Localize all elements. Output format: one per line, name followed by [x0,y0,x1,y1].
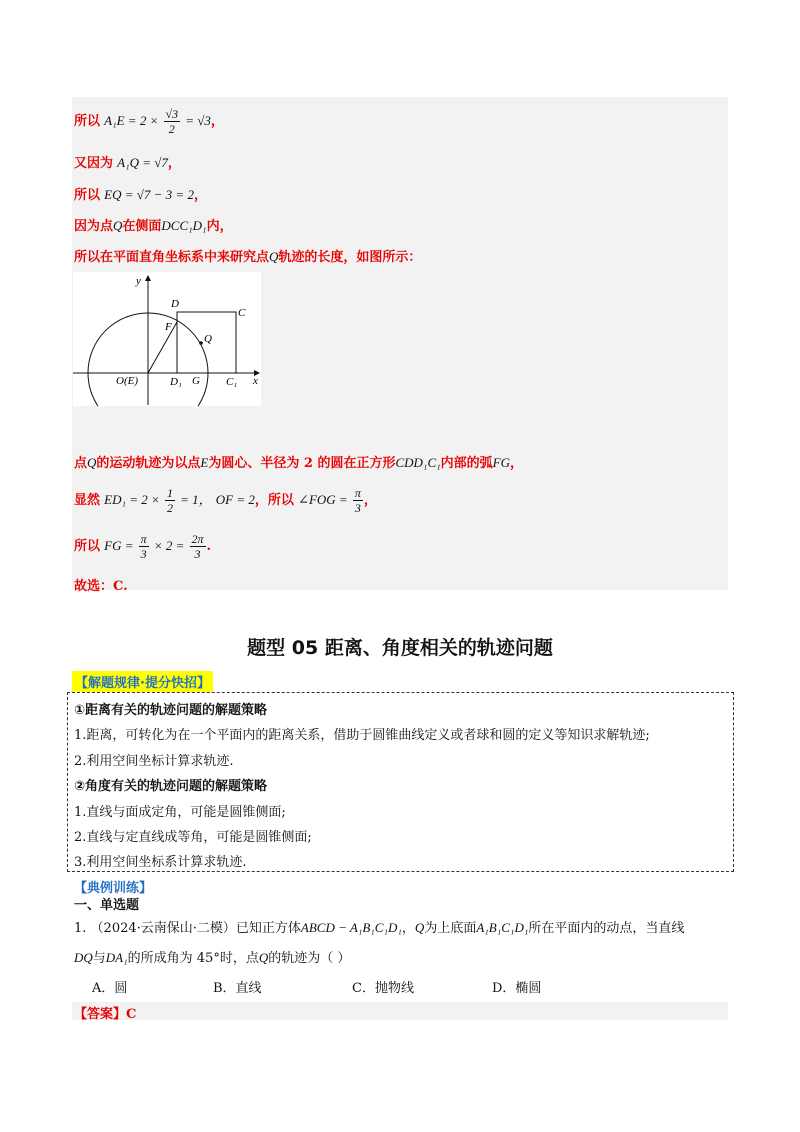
formula: = 1 [180,492,199,507]
solution-line-4 [74,215,233,234]
question-line-2 [74,947,350,966]
text: 的运动轨迹为以点 [96,456,201,471]
text: ，所以 [254,493,294,508]
option-d[interactable]: D．椭圆 [492,981,542,996]
solution-line-9: 故选：C. [74,579,128,594]
coordinate-diagram [73,272,261,406]
strategy-heading-1: ①距离有关的轨迹问题的解题策略 [74,703,268,718]
label-C1: C₁ [226,376,238,388]
text: 在侧面 [122,219,162,234]
formula: × 2 = [153,538,185,553]
fraction [165,487,175,514]
formula: Q [87,455,97,470]
section-title: 题型 05 距离、角度相关的轨迹问题 [247,637,553,659]
punct: ， [198,492,212,507]
formula: OF = 2 [215,492,255,507]
question-text: （2024·云南保山·二模）已知正方体 [90,921,301,936]
formula: ABCD − A₁B₁C₁D₁ [300,920,402,935]
formula: ED₁ = 2 × [104,492,160,507]
solution-line-8 [74,533,211,560]
question-text: 的轨迹为（ ） [268,951,351,966]
label-x: x [253,375,258,387]
option-b[interactable]: B．直线 [213,981,262,996]
punct: ， [193,188,207,203]
formula: A₁B₁C₁D₁ [476,920,529,935]
question-text: 为上底面 [424,921,477,936]
option-a[interactable]: A．圆 [92,981,128,996]
answer: 【答案】C [74,1007,137,1022]
label-G: G [192,375,200,387]
formula: A₁E = 2 × [104,113,159,128]
text: 所以 [74,188,101,203]
label-D: D [171,298,179,310]
solution-line-7 [74,487,377,514]
punct: ， [510,456,524,471]
segment-OF [148,322,177,373]
single-choice-heading: 一、单选题 [74,898,140,913]
text: 内， [206,219,233,234]
punct: ， [167,156,181,171]
solution-line-1 [74,108,224,135]
strategy-item: 1.直线与面成定角，可能是圆锥侧面; [74,805,286,820]
text: 所以 [74,539,101,554]
text: 显然 [74,493,101,508]
label-y: y [136,275,141,287]
text: 因为点 [74,219,114,234]
point-Q [199,341,203,345]
fraction [353,487,363,514]
denominator: 3 [354,501,361,515]
question-text: 的所成角为 45°时，点 [127,951,259,966]
text: 所以 [74,114,101,129]
formula: FG = [104,538,134,553]
punct: . [206,539,212,554]
fraction [164,108,181,135]
strategy-item: 2.利用空间坐标计算求轨迹. [74,754,234,769]
strategy-item: 1.距离，可转化为在一个平面内的距离关系，借助于圆锥曲线定义或者球和圆的定义等知识求解轨迹; [74,728,650,743]
formula: FG [492,455,511,470]
formula: Q [113,218,123,233]
strategy-item: 2.直线与定直线成等角，可能是圆锥侧面; [74,830,312,845]
numerator: 1 [166,486,173,500]
text: 内部的弧 [440,456,493,471]
fraction [139,533,149,560]
question-text: 与 [92,951,106,966]
question-number: 1. [74,921,87,936]
numerator: √3 [165,107,179,121]
formula: Q [414,920,425,935]
text: 所以在平面直角坐标系中来研究点 [74,250,270,265]
formula: CDD₁C₁ [395,455,441,470]
formula: Q [269,249,279,264]
examples-heading: 【典例训练】 [74,881,153,896]
solution-line-3 [74,184,207,203]
label-D1: D₁ [170,376,182,388]
text: 为圆心、半径为 2 的圆在正方形 [208,456,396,471]
question-line-1 [74,917,684,936]
question-text: ， [401,921,415,936]
option-c[interactable]: C．抛物线 [352,981,414,996]
denominator: 3 [194,547,201,561]
denominator: 2 [166,501,173,515]
numerator: π [140,532,147,546]
tip-tag: 【解题规律·提分快招】 [72,671,213,692]
numerator: π [354,486,361,500]
punct: ， [363,493,377,508]
text: 点 [74,456,88,471]
formula: ∠FOG = [298,492,348,507]
formula: DA₁ [105,950,128,965]
formula: DCC₁D₁ [161,218,207,233]
solution-line-5 [74,246,421,265]
answer-bar [72,1002,728,1020]
solution-line-6 [74,452,523,471]
denominator: 3 [140,547,147,561]
text: 轨迹的长度，如图所示： [278,250,422,265]
formula: = √3 [185,113,211,128]
diagram-svg [73,272,261,406]
formula: DQ [74,950,93,965]
question-text: 所在平面内的动点，当直线 [528,921,685,936]
label-OE: O(E) [116,375,138,387]
text: 又因为 [74,156,114,171]
formula: EQ = √7 − 3 = 2 [104,187,194,202]
denominator: 2 [168,122,175,136]
label-Q: Q [204,333,212,345]
fraction [190,533,206,560]
formula: Q [258,950,269,965]
strategy-heading-2: ②角度有关的轨迹问题的解题策略 [74,779,268,794]
punct: ， [210,114,224,129]
formula: A₁Q = √7 [117,155,168,170]
label-C: C [238,307,246,319]
numerator: 2π [191,532,204,546]
solution-line-2 [74,152,181,171]
formula: E [200,455,209,470]
strategy-item: 3.利用空间坐标系计算求轨迹. [74,855,247,870]
label-F: F [165,321,172,333]
